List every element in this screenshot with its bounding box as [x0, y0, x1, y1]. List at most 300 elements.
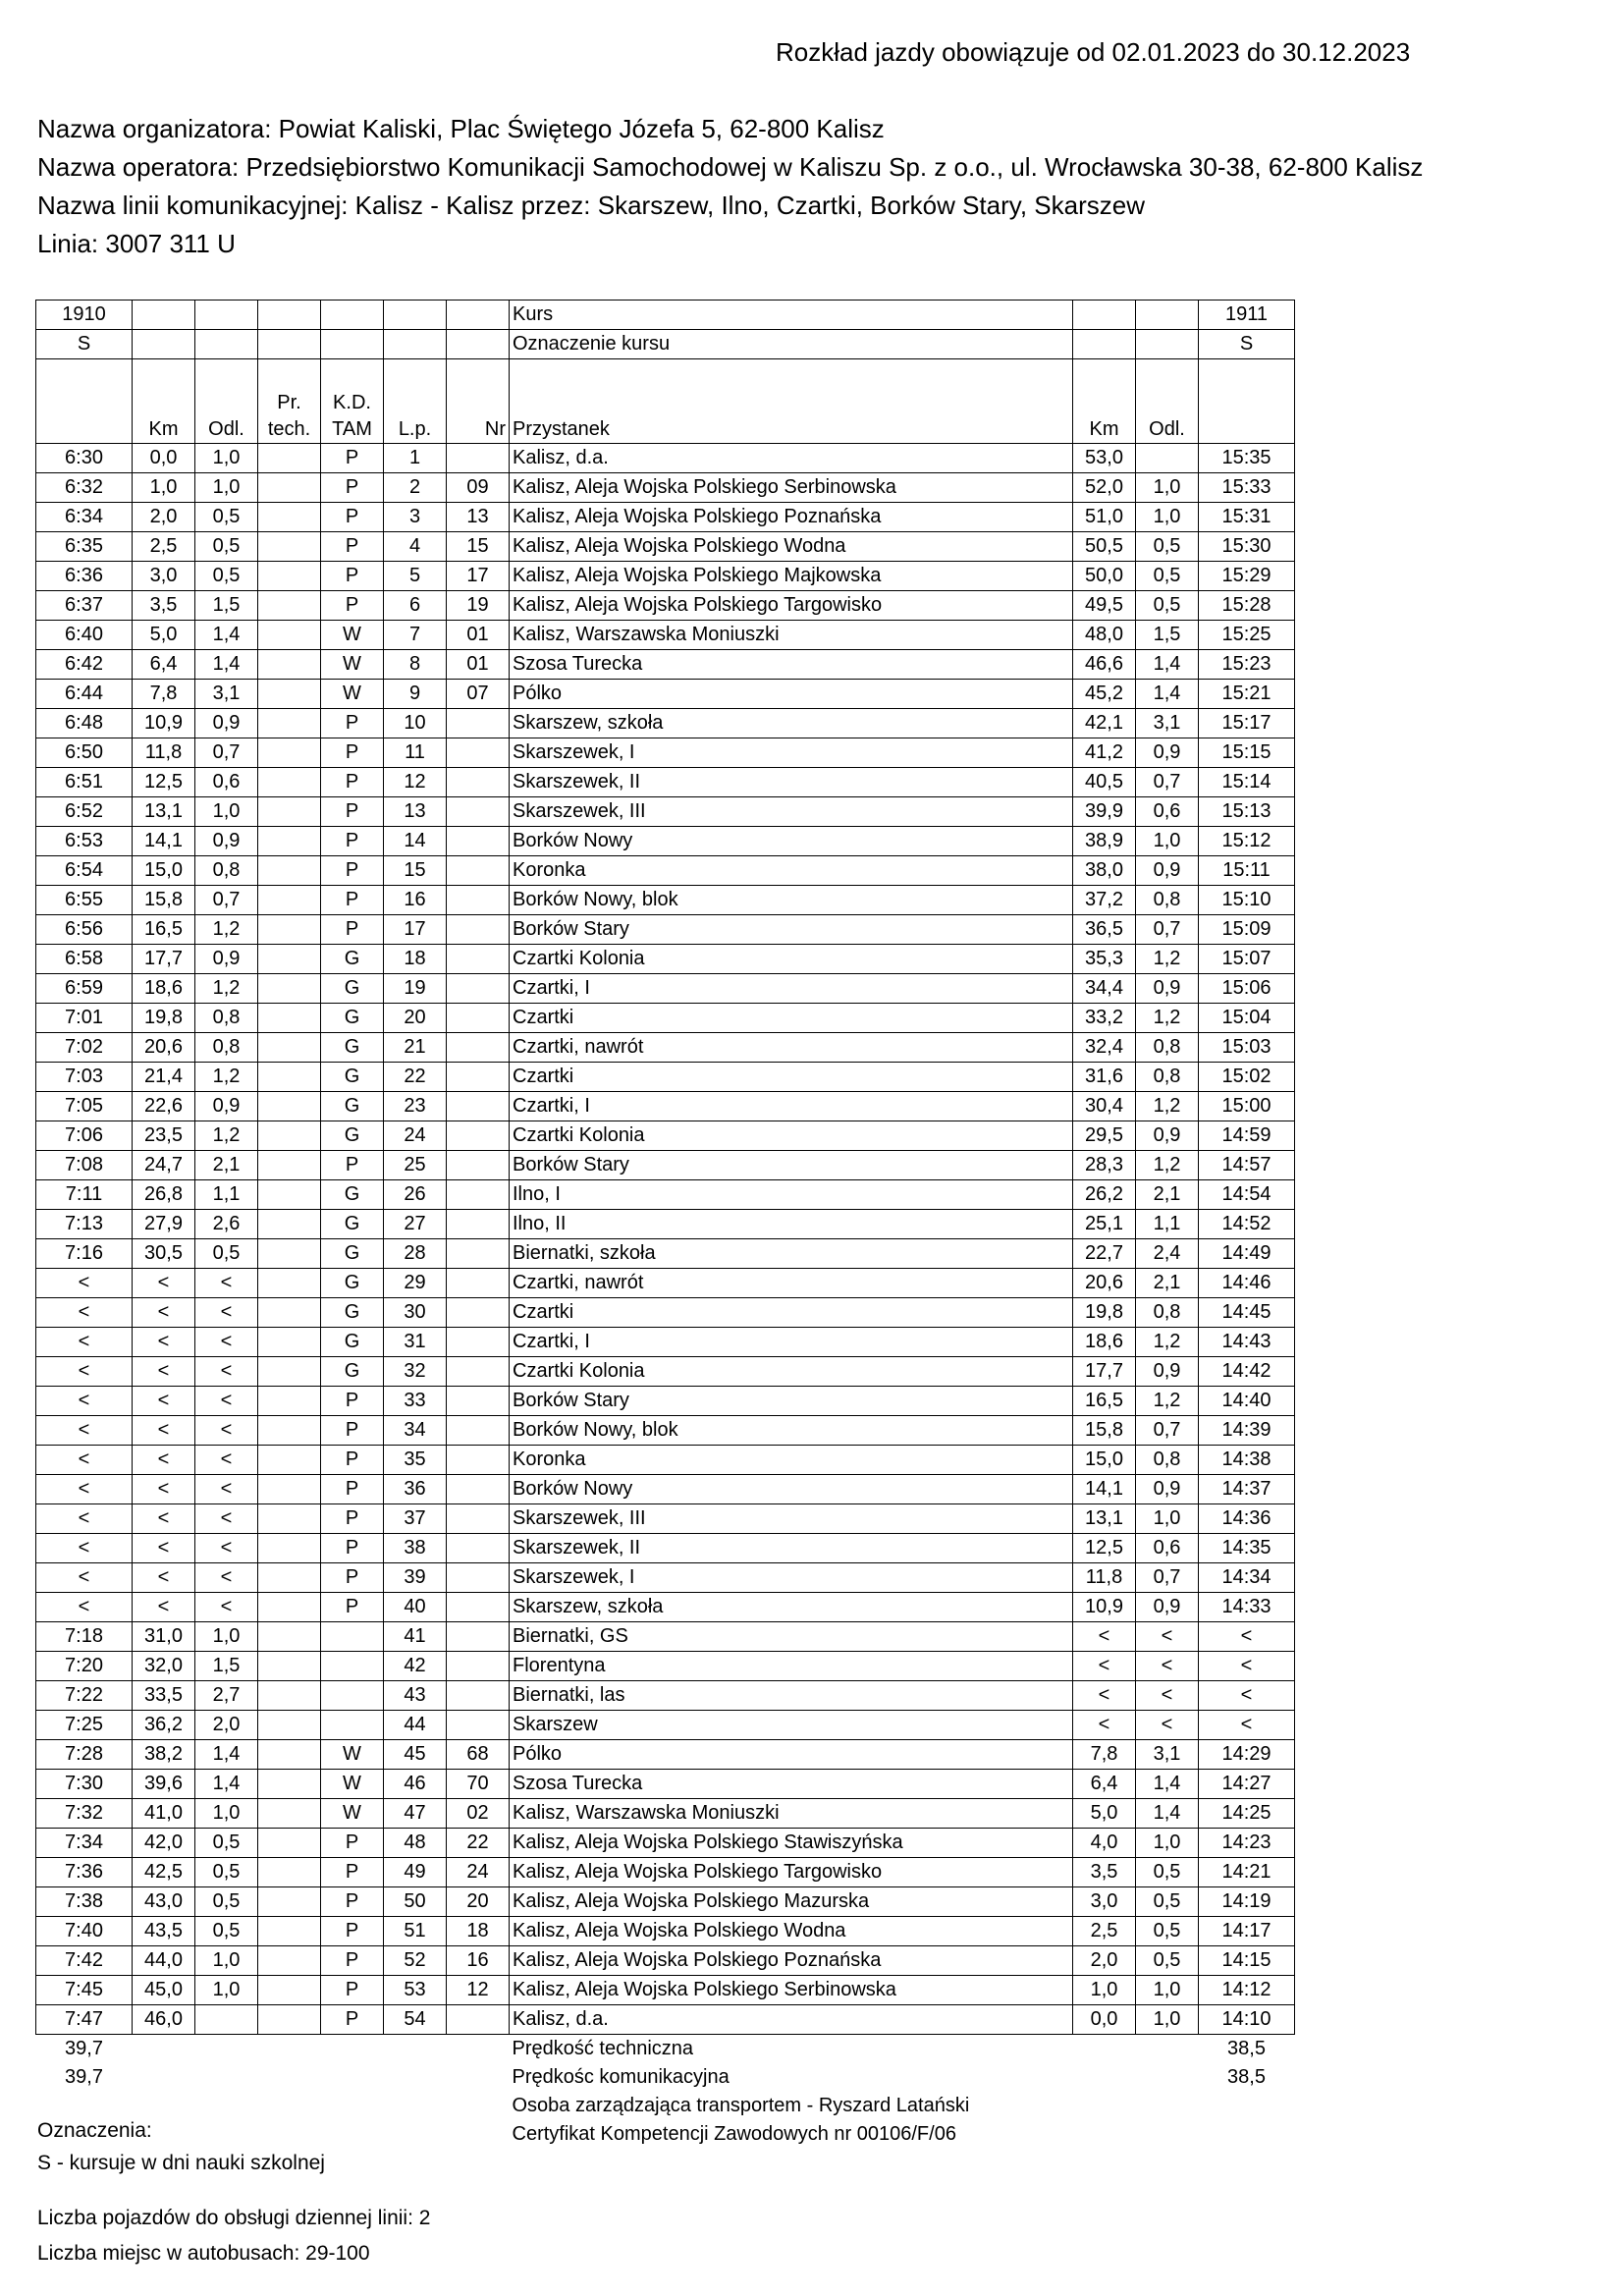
distance-return-cell: 0,5	[1136, 1887, 1199, 1917]
distance-return-cell: 1,1	[1136, 1210, 1199, 1239]
pr-tech-cell	[258, 1475, 321, 1504]
stop-name-cell: Czartki, I	[510, 974, 1073, 1004]
stop-name-cell: Szosa Turecka	[510, 650, 1073, 680]
table-row	[36, 1033, 1295, 1063]
distance-cell: 1,2	[195, 1121, 258, 1151]
distance-return-cell: 1,0	[1136, 827, 1199, 856]
summary-label: Prędkość techniczna	[512, 2038, 694, 2059]
pr-tech-cell	[258, 1269, 321, 1298]
distance-cell: <	[195, 1563, 258, 1593]
distance-cell: <	[195, 1534, 258, 1563]
kd-tam-cell: G	[321, 1180, 384, 1210]
organizer-name: Nazwa organizatora: Powiat Kaliski, Plac Świętego Józefa 5, 62-800 Kalisz	[37, 114, 885, 143]
table-row	[36, 856, 1295, 886]
return-time-cell: 14:17	[1199, 1917, 1295, 1946]
departure-time-cell: 6:36	[36, 562, 133, 591]
table-row	[36, 1004, 1295, 1033]
distance-cell: 0,7	[195, 886, 258, 915]
kd-tam-cell: P	[321, 444, 384, 473]
km-return-cell: 51,0	[1073, 503, 1136, 532]
km-cell: 0,0	[133, 444, 195, 473]
departure-time-cell: 6:35	[36, 532, 133, 562]
distance-cell: 1,4	[195, 1740, 258, 1770]
km-cell: 45,0	[133, 1976, 195, 2005]
distance-cell: 0,5	[195, 1887, 258, 1917]
lp-cell: 47	[384, 1799, 447, 1829]
stop-nr-cell	[447, 1652, 510, 1681]
departure-time-cell: 7:42	[36, 1946, 133, 1976]
distance-cell: 0,5	[195, 503, 258, 532]
distance-cell: <	[195, 1593, 258, 1622]
pr-tech-cell	[258, 1740, 321, 1770]
km-cell: 3,0	[133, 562, 195, 591]
km-return-cell: 15,8	[1073, 1416, 1136, 1446]
table-row	[36, 768, 1295, 797]
km-return-cell: 25,1	[1073, 1210, 1136, 1239]
return-time-cell: 14:46	[1199, 1269, 1295, 1298]
distance-return-cell: 0,5	[1136, 591, 1199, 621]
km-return-cell: 7,8	[1073, 1740, 1136, 1770]
distance-return-cell: 1,2	[1136, 945, 1199, 974]
stop-nr-cell	[447, 1063, 510, 1092]
return-time-cell: 14:27	[1199, 1770, 1295, 1799]
lp-cell: 40	[384, 1593, 447, 1622]
km-return-cell: 41,2	[1073, 738, 1136, 768]
stop-name-cell: Biernatki, las	[510, 1681, 1073, 1711]
return-time-cell: 15:14	[1199, 768, 1295, 797]
stop-nr-cell	[447, 1475, 510, 1504]
km-return-cell: 1,0	[1073, 1976, 1136, 2005]
return-time-cell: 15:30	[1199, 532, 1295, 562]
lp-cell: 54	[384, 2005, 447, 2035]
pr-tech-cell	[258, 1180, 321, 1210]
stop-name-cell: Kalisz, Aleja Wojska Polskiego Stawiszyńska	[510, 1829, 1073, 1858]
km-return-cell: 2,0	[1073, 1946, 1136, 1976]
km-cell: <	[133, 1298, 195, 1328]
km-cell: <	[133, 1534, 195, 1563]
distance-cell: 1,0	[195, 1946, 258, 1976]
departure-time-cell: <	[36, 1328, 133, 1357]
distance-cell: <	[195, 1298, 258, 1328]
table-row	[36, 1770, 1295, 1799]
kd-tam-cell: P	[321, 1504, 384, 1534]
km-cell: 42,5	[133, 1858, 195, 1887]
stop-nr-cell: 17	[447, 562, 510, 591]
kd-tam-cell: G	[321, 1092, 384, 1121]
manager-text: Osoba zarządzająca transportem - Ryszard Latański	[512, 2095, 970, 2116]
distance-return-cell: 0,8	[1136, 1063, 1199, 1092]
seat-count: Liczba miejsc w autobusach: 29-100	[37, 2242, 370, 2265]
summary-left-value: 39,7	[65, 2066, 103, 2088]
table-row	[36, 1210, 1295, 1239]
stop-name-cell: Kalisz, Aleja Wojska Polskiego Wodna	[510, 1917, 1073, 1946]
stop-nr-cell: 01	[447, 650, 510, 680]
distance-return-cell: 1,0	[1136, 1504, 1199, 1534]
stop-name-cell: Pólko	[510, 680, 1073, 709]
distance-return-cell: 1,4	[1136, 1799, 1199, 1829]
km-return-cell: 49,5	[1073, 591, 1136, 621]
stop-nr-cell: 20	[447, 1887, 510, 1917]
stop-name-cell: Borków Stary	[510, 915, 1073, 945]
departure-time-cell: 6:40	[36, 621, 133, 650]
table-row	[36, 886, 1295, 915]
km-cell: 38,2	[133, 1740, 195, 1770]
legend-item: S - kursuje w dni nauki szkolnej	[37, 2152, 325, 2174]
return-time-cell: 15:28	[1199, 591, 1295, 621]
lp-cell: 45	[384, 1740, 447, 1770]
lp-cell: 16	[384, 886, 447, 915]
km-cell: 6,4	[133, 650, 195, 680]
return-time-cell: <	[1199, 1711, 1295, 1740]
lp-cell: 2	[384, 473, 447, 503]
table-row	[36, 974, 1295, 1004]
pr-tech-cell	[258, 680, 321, 709]
return-time-cell: 15:04	[1199, 1004, 1295, 1033]
kurs-label: Kurs	[510, 301, 1073, 330]
return-time-cell: 14:23	[1199, 1829, 1295, 1858]
distance-cell: 1,1	[195, 1180, 258, 1210]
km-cell: 46,0	[133, 2005, 195, 2035]
km-return-cell: <	[1073, 1711, 1136, 1740]
distance-return-cell: 0,5	[1136, 1917, 1199, 1946]
distance-return-cell: <	[1136, 1711, 1199, 1740]
lp-cell: 51	[384, 1917, 447, 1946]
pr-tech-cell	[258, 1298, 321, 1328]
departure-time-cell: 7:05	[36, 1092, 133, 1121]
kd-tam-cell: W	[321, 1799, 384, 1829]
stop-nr-cell	[447, 1004, 510, 1033]
km-return-cell: <	[1073, 1622, 1136, 1652]
table-row	[36, 827, 1295, 856]
stop-nr-cell	[447, 1092, 510, 1121]
distance-cell: 1,0	[195, 797, 258, 827]
distance-cell: 0,5	[195, 562, 258, 591]
km-return-cell: 13,1	[1073, 1504, 1136, 1534]
stop-nr-cell	[447, 1357, 510, 1387]
distance-cell: 0,5	[195, 1239, 258, 1269]
stop-name-cell: Skarszewek, I	[510, 1563, 1073, 1593]
return-time-cell: <	[1199, 1622, 1295, 1652]
lp-cell: 44	[384, 1711, 447, 1740]
kd-tam-cell: P	[321, 1946, 384, 1976]
distance-cell: 1,0	[195, 1976, 258, 2005]
table-row	[36, 562, 1295, 591]
lp-cell: 9	[384, 680, 447, 709]
stop-name-cell: Skarszew	[510, 1711, 1073, 1740]
distance-cell: 1,4	[195, 650, 258, 680]
departure-time-cell: 7:38	[36, 1887, 133, 1917]
distance-cell: <	[195, 1446, 258, 1475]
summary-right-value: 38,5	[1227, 2066, 1266, 2088]
distance-cell: <	[195, 1504, 258, 1534]
return-time-cell: 15:35	[1199, 444, 1295, 473]
km-cell: 30,5	[133, 1239, 195, 1269]
km-cell: 31,0	[133, 1622, 195, 1652]
table-row	[36, 1504, 1295, 1534]
header-km: Km	[133, 359, 195, 444]
stop-nr-cell	[447, 1504, 510, 1534]
pr-tech-cell	[258, 621, 321, 650]
pr-tech-cell	[258, 473, 321, 503]
distance-cell: <	[195, 1475, 258, 1504]
table-row	[36, 650, 1295, 680]
lp-cell: 12	[384, 768, 447, 797]
table-row	[36, 680, 1295, 709]
km-cell: 43,0	[133, 1887, 195, 1917]
table-row	[36, 1858, 1295, 1887]
kd-tam-cell: G	[321, 1269, 384, 1298]
distance-return-cell: 0,9	[1136, 738, 1199, 768]
course-row	[36, 301, 1295, 330]
distance-return-cell: 1,4	[1136, 680, 1199, 709]
departure-time-cell: 6:55	[36, 886, 133, 915]
departure-time-cell: 7:25	[36, 1711, 133, 1740]
distance-cell: 2,6	[195, 1210, 258, 1239]
distance-return-cell: 3,1	[1136, 709, 1199, 738]
km-cell: 1,0	[133, 473, 195, 503]
pr-tech-cell	[258, 591, 321, 621]
distance-return-cell: 0,9	[1136, 856, 1199, 886]
distance-cell: 1,2	[195, 974, 258, 1004]
departure-time-cell: 6:48	[36, 709, 133, 738]
table-row	[36, 1534, 1295, 1563]
lp-cell: 27	[384, 1210, 447, 1239]
departure-time-cell: 6:37	[36, 591, 133, 621]
km-cell: 2,0	[133, 503, 195, 532]
pr-tech-cell	[258, 974, 321, 1004]
kd-tam-cell: P	[321, 1534, 384, 1563]
pr-tech-cell	[258, 1711, 321, 1740]
lp-cell: 35	[384, 1446, 447, 1475]
distance-return-cell: 0,9	[1136, 1475, 1199, 1504]
kd-tam-cell: P	[321, 886, 384, 915]
pr-tech-cell	[258, 2005, 321, 2035]
pr-tech-cell	[258, 1387, 321, 1416]
operator-name: Nazwa operatora: Przedsiębiorstwo Komunikacji Samochodowej w Kaliszu Sp. z o.o., ul. Wrocławska 30-38, 62-800 Kalisz	[37, 152, 1424, 182]
table-row	[36, 1829, 1295, 1858]
pr-tech-cell	[258, 562, 321, 591]
legend-title: Oznaczenia:	[37, 2119, 152, 2142]
course-mark-row	[36, 330, 1295, 359]
km-return-cell: 22,7	[1073, 1239, 1136, 1269]
stop-name-cell: Borków Nowy	[510, 827, 1073, 856]
km-return-cell: 17,7	[1073, 1357, 1136, 1387]
distance-return-cell: 0,5	[1136, 1858, 1199, 1887]
summary-right-value: 38,5	[1227, 2038, 1266, 2059]
stop-name-cell: Skarszewek, III	[510, 797, 1073, 827]
km-cell: 11,8	[133, 738, 195, 768]
stop-name-cell: Kalisz, Warszawska Moniuszki	[510, 1799, 1073, 1829]
departure-time-cell: 7:18	[36, 1622, 133, 1652]
stop-name-cell: Ilno, II	[510, 1210, 1073, 1239]
return-time-cell: 14:15	[1199, 1946, 1295, 1976]
return-time-cell: 14:25	[1199, 1799, 1295, 1829]
stop-nr-cell	[447, 1387, 510, 1416]
km-return-cell: 5,0	[1073, 1799, 1136, 1829]
stop-nr-cell	[447, 1711, 510, 1740]
kd-tam-cell: P	[321, 1858, 384, 1887]
table-row	[36, 591, 1295, 621]
lp-cell: 28	[384, 1239, 447, 1269]
km-cell: 44,0	[133, 1946, 195, 1976]
stop-name-cell: Skarszewek, II	[510, 768, 1073, 797]
table-row	[36, 1563, 1295, 1593]
pr-tech-cell	[258, 1799, 321, 1829]
pr-tech-cell	[258, 768, 321, 797]
kd-tam-cell: P	[321, 562, 384, 591]
return-time-cell: 15:10	[1199, 886, 1295, 915]
km-return-cell: 2,5	[1073, 1917, 1136, 1946]
departure-time-cell: 7:13	[36, 1210, 133, 1239]
stop-name-cell: Borków Stary	[510, 1151, 1073, 1180]
lp-cell: 43	[384, 1681, 447, 1711]
distance-cell: 2,1	[195, 1151, 258, 1180]
kd-tam-cell: P	[321, 1976, 384, 2005]
lp-cell: 41	[384, 1622, 447, 1652]
departure-time-cell: <	[36, 1269, 133, 1298]
km-return-cell: 12,5	[1073, 1534, 1136, 1563]
pr-tech-cell	[258, 1446, 321, 1475]
stop-nr-cell	[447, 1210, 510, 1239]
stop-name-cell: Pólko	[510, 1740, 1073, 1770]
pr-tech-cell	[258, 1416, 321, 1446]
distance-cell: 1,0	[195, 473, 258, 503]
stop-name-cell: Szosa Turecka	[510, 1770, 1073, 1799]
kd-tam-cell: P	[321, 591, 384, 621]
lp-cell: 53	[384, 1976, 447, 2005]
return-time-cell: 14:34	[1199, 1563, 1295, 1593]
distance-cell: 0,9	[195, 1092, 258, 1121]
stop-nr-cell	[447, 1593, 510, 1622]
stop-nr-cell: 15	[447, 532, 510, 562]
km-cell: 36,2	[133, 1711, 195, 1740]
pr-tech-cell	[258, 1328, 321, 1357]
lp-cell: 10	[384, 709, 447, 738]
km-return-cell: 32,4	[1073, 1033, 1136, 1063]
return-time-cell: 15:25	[1199, 621, 1295, 650]
pr-tech-cell	[258, 1563, 321, 1593]
km-cell: 17,7	[133, 945, 195, 974]
km-cell: <	[133, 1446, 195, 1475]
return-time-cell: 14:33	[1199, 1593, 1295, 1622]
stop-name-cell: Kalisz, Aleja Wojska Polskiego Serbinowska	[510, 1976, 1073, 2005]
distance-cell: 1,4	[195, 1770, 258, 1799]
kd-tam-cell: P	[321, 1917, 384, 1946]
kd-tam-cell: G	[321, 1033, 384, 1063]
distance-return-cell: 1,2	[1136, 1151, 1199, 1180]
stop-nr-cell	[447, 2005, 510, 2035]
stop-name-cell: Ilno, I	[510, 1180, 1073, 1210]
departure-time-cell: <	[36, 1416, 133, 1446]
km-cell: 16,5	[133, 915, 195, 945]
km-cell: 23,5	[133, 1121, 195, 1151]
km-cell: 15,8	[133, 886, 195, 915]
table-row	[36, 1151, 1295, 1180]
table-row	[36, 473, 1295, 503]
km-cell: 12,5	[133, 768, 195, 797]
km-return-cell: 3,0	[1073, 1887, 1136, 1917]
stop-nr-cell	[447, 827, 510, 856]
distance-return-cell: 2,4	[1136, 1239, 1199, 1269]
departure-time-cell: 7:34	[36, 1829, 133, 1858]
departure-time-cell: 7:01	[36, 1004, 133, 1033]
pr-tech-cell	[258, 797, 321, 827]
header-km-right: Km	[1073, 359, 1136, 444]
km-cell: 14,1	[133, 827, 195, 856]
summary-left-value: 39,7	[65, 2038, 103, 2059]
stop-name-cell: Kalisz, Aleja Wojska Polskiego Poznańska	[510, 503, 1073, 532]
distance-cell: 2,0	[195, 1711, 258, 1740]
stop-name-cell: Biernatki, GS	[510, 1622, 1073, 1652]
stop-name-cell: Kalisz, Aleja Wojska Polskiego Serbinowska	[510, 473, 1073, 503]
table-row	[36, 1446, 1295, 1475]
stop-name-cell: Kalisz, Aleja Wojska Polskiego Wodna	[510, 532, 1073, 562]
stop-nr-cell: 18	[447, 1917, 510, 1946]
km-cell: 7,8	[133, 680, 195, 709]
distance-cell: <	[195, 1328, 258, 1357]
return-time-cell: 15:31	[1199, 503, 1295, 532]
distance-return-cell: 0,7	[1136, 1416, 1199, 1446]
stop-name-cell: Skarszew, szkoła	[510, 1593, 1073, 1622]
departure-time-cell: 6:56	[36, 915, 133, 945]
stop-name-cell: Florentyna	[510, 1652, 1073, 1681]
stop-nr-cell: 07	[447, 680, 510, 709]
pr-tech-cell	[258, 1858, 321, 1887]
stop-nr-cell	[447, 1033, 510, 1063]
lp-cell: 13	[384, 797, 447, 827]
km-return-cell: 33,2	[1073, 1004, 1136, 1033]
stop-nr-cell: 24	[447, 1858, 510, 1887]
return-time-cell: 15:13	[1199, 797, 1295, 827]
km-cell: 39,6	[133, 1770, 195, 1799]
return-time-cell: 14:21	[1199, 1858, 1295, 1887]
lp-cell: 8	[384, 650, 447, 680]
distance-return-cell: 0,9	[1136, 1593, 1199, 1622]
lp-cell: 38	[384, 1534, 447, 1563]
km-return-cell: 15,0	[1073, 1446, 1136, 1475]
table-row	[36, 1298, 1295, 1328]
stop-nr-cell	[447, 1121, 510, 1151]
table-row	[36, 1092, 1295, 1121]
return-time-cell: 15:21	[1199, 680, 1295, 709]
departure-time-cell: 6:53	[36, 827, 133, 856]
return-time-cell: 14:40	[1199, 1387, 1295, 1416]
km-return-cell: 34,4	[1073, 974, 1136, 1004]
return-time-cell: 14:10	[1199, 2005, 1295, 2035]
kd-tam-cell: G	[321, 945, 384, 974]
table-row	[36, 1239, 1295, 1269]
table-row	[36, 915, 1295, 945]
pr-tech-cell	[258, 915, 321, 945]
departure-time-cell: 6:42	[36, 650, 133, 680]
table-row	[36, 1063, 1295, 1092]
km-cell: <	[133, 1269, 195, 1298]
stop-name-cell: Kalisz, Aleja Wojska Polskiego Targowisko	[510, 591, 1073, 621]
distance-return-cell: <	[1136, 1652, 1199, 1681]
lp-cell: 24	[384, 1121, 447, 1151]
lp-cell: 37	[384, 1504, 447, 1534]
distance-return-cell: 1,2	[1136, 1328, 1199, 1357]
distance-cell: <	[195, 1387, 258, 1416]
km-return-cell: 6,4	[1073, 1770, 1136, 1799]
pr-tech-cell	[258, 1210, 321, 1239]
departure-time-cell: 6:32	[36, 473, 133, 503]
pr-tech-cell	[258, 1151, 321, 1180]
km-cell: <	[133, 1563, 195, 1593]
kd-tam-cell: P	[321, 503, 384, 532]
distance-return-cell: 0,9	[1136, 974, 1199, 1004]
lp-cell: 49	[384, 1858, 447, 1887]
